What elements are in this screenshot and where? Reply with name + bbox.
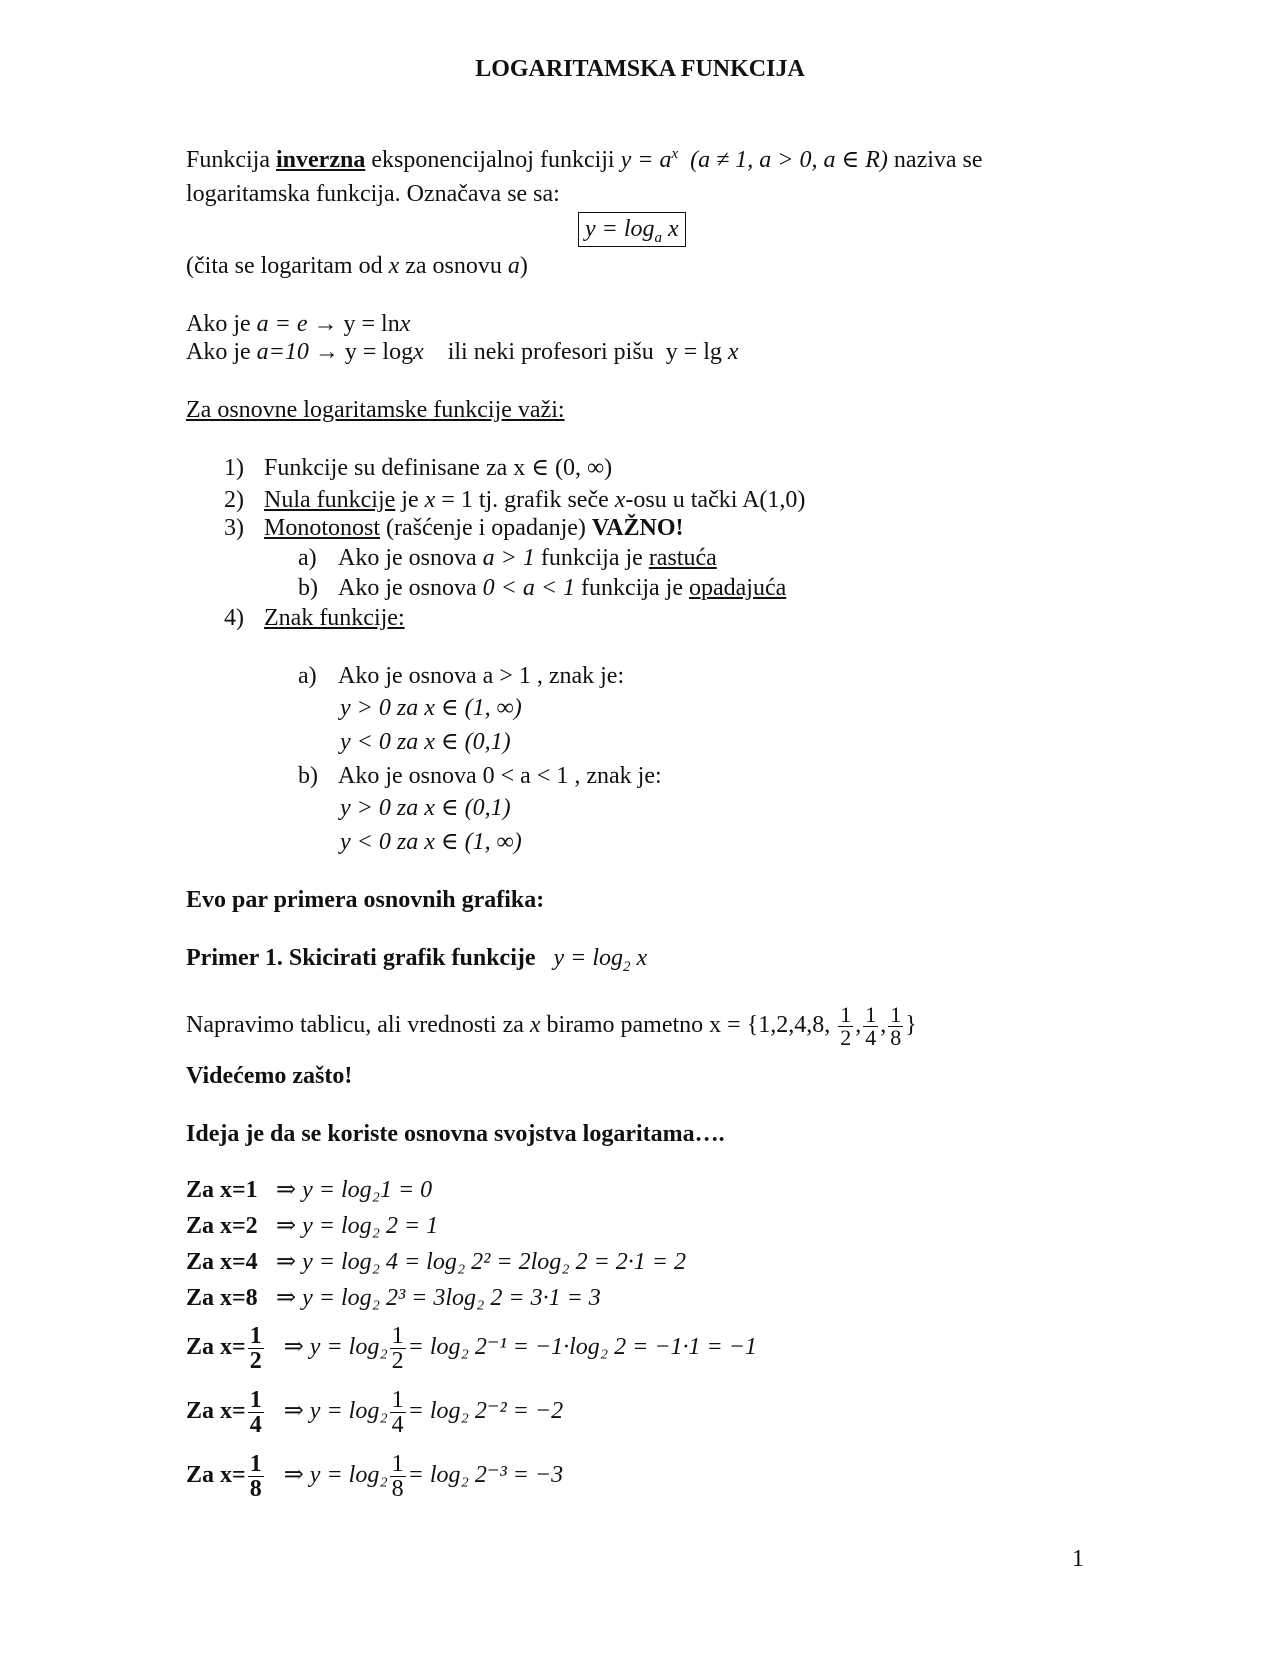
property-4b-positive: y > 0 za x ∈ (0,1) bbox=[340, 795, 511, 821]
log-arg-eighth: $\frac{1}{8}$ bbox=[391, 1451, 404, 1502]
property-4a-negative: y < 0 za x ∈ (0,1) bbox=[340, 729, 511, 755]
case-natural-log: Ako je a = e → y = lnx bbox=[186, 311, 411, 337]
property-4b-negative: y < 0 za x ∈ (1, ∞) bbox=[340, 829, 522, 855]
property-4a: a) Ako je osnova a > 1 , znak je: bbox=[298, 663, 625, 689]
intro-line-2: logaritamska funkcija. Označava se sa: bbox=[186, 181, 560, 207]
property-4: 4) Znak funkcije: bbox=[224, 605, 405, 631]
property-3: 3) Monotonost (rašćenje i opadanje) VAŽNO! bbox=[224, 515, 684, 541]
calc-x-half: Za x= $\frac{1}{2}$ ⇒ y = log₂ $\frac{1}{2}$ = log₂ 2⁻¹ = −1·log₂ 2 = −1·1 = −1 bbox=[186, 1323, 757, 1374]
x-quarter: $\frac{1}{4}$ bbox=[249, 1387, 262, 1438]
x-eighth: $\frac{1}{8}$ bbox=[249, 1451, 262, 1502]
property-3b: b) Ako je osnova 0 < a < 1 funkcija je opadajuća bbox=[298, 575, 787, 601]
examples-heading: Evo par primera osnovnih grafika: bbox=[186, 887, 545, 913]
properties-heading: Za osnovne logaritamske funkcije važi: bbox=[186, 397, 565, 423]
property-4b: b) Ako je osnova 0 < a < 1 , znak je: bbox=[298, 763, 662, 789]
idea-note: Ideja je da se koriste osnovna svojstva logaritama…. bbox=[186, 1121, 725, 1147]
property-2: 2) Nula funkcije je x = 1 tj. grafik seče x-osu u tački A(1,0) bbox=[224, 487, 806, 513]
page-title: LOGARITAMSKA FUNKCIJA bbox=[475, 56, 805, 82]
log-arg-half: $\frac{1}{2}$ bbox=[391, 1323, 404, 1374]
log-arg-quarter: $\frac{1}{4}$ bbox=[391, 1387, 404, 1438]
calc-x-eighth: Za x= $\frac{1}{8}$ ⇒ y = log₂ $\frac{1}{8}$ = log₂ 2⁻³ = −3 bbox=[186, 1451, 564, 1502]
exp-function: $y = a^x$ bbox=[620, 146, 679, 173]
see-why-note: Videćemo zašto! bbox=[186, 1063, 353, 1089]
fraction-one-half: $\frac{1}{2}$ bbox=[840, 1002, 852, 1050]
intro-line-1: Funkcija inverzna eksponencijalnoj funkciji $y = a^x$ (a ≠ 1, a > 0, a ∈ R) naziva se bbox=[186, 146, 983, 173]
calc-x-quarter: Za x= $\frac{1}{4}$ ⇒ y = log₂ $\frac{1}{4}$ = log₂ 2⁻² = −2 bbox=[186, 1387, 564, 1438]
x-half: $\frac{1}{2}$ bbox=[249, 1323, 262, 1374]
exp-conditions: (a ≠ 1, a > 0, a ∈ R) bbox=[690, 147, 888, 173]
calc-x4: Za x=4 ⇒ y = log₂ 4 = log₂ 2² = 2log₂ 2 = 2·1 = 2 bbox=[186, 1249, 686, 1275]
page-number: 1 bbox=[1072, 1546, 1084, 1572]
calc-x8: Za x=8 ⇒ y = log₂ 2³ = 3log₂ 2 = 3·1 = 3 bbox=[186, 1285, 601, 1311]
table-values-line: Napravimo tablicu, ali vrednosti za x biramo pametno x = {1,2,4,8, $\frac{1}{2}$ , $\frac{1}{4}$ , $\frac{1}{8}$ } bbox=[186, 1002, 917, 1050]
property-4a-positive: y > 0 za x ∈ (1, ∞) bbox=[340, 695, 522, 721]
log-definition-box: $y = \log_a x$ bbox=[578, 212, 686, 247]
reading-note: (čita se logaritam od x za osnovu a) bbox=[186, 253, 528, 279]
property-3a: a) Ako je osnova a > 1 funkcija je rastuća bbox=[298, 545, 717, 571]
fraction-one-eighth: $\frac{1}{8}$ bbox=[890, 1002, 902, 1050]
calc-x2: Za x=2 ⇒ y = log₂ 2 = 1 bbox=[186, 1213, 439, 1239]
property-1: 1) Funkcije su definisane za x ∈ (0, ∞) bbox=[224, 455, 613, 481]
inverse-term: inverzna bbox=[276, 147, 366, 173]
calc-x1: Za x=1 ⇒ y = log₂1 = 0 bbox=[186, 1177, 433, 1203]
case-common-log: Ako je a=10 → y = logx ili neki profesori pišu y = lg x bbox=[186, 339, 739, 365]
example-1-statement: Primer 1. Skicirati grafik funkcije $y = \log_2 x$ bbox=[186, 945, 648, 975]
fraction-one-quarter: $\frac{1}{4}$ bbox=[865, 1002, 877, 1050]
